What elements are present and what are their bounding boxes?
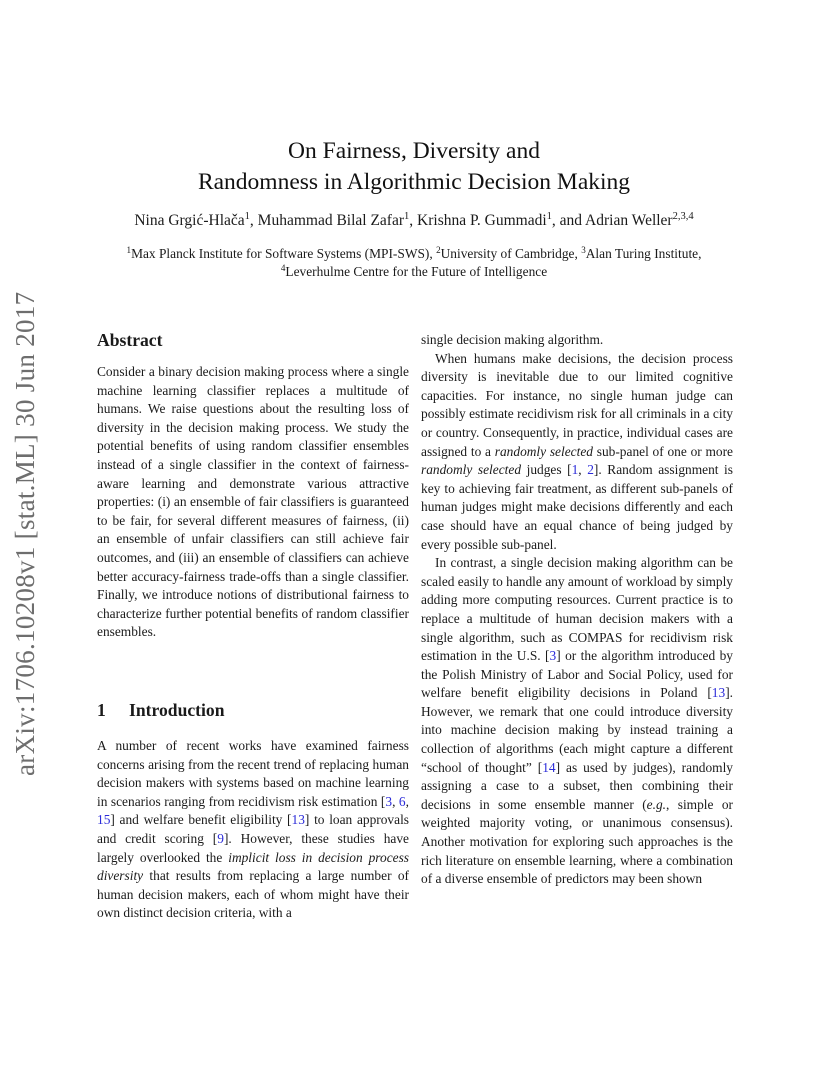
citation-link[interactable]: 2	[587, 462, 594, 478]
citation-link[interactable]: 3	[549, 648, 557, 664]
abstract-paragraph: Consider a binary decision making process where a single machine learning classifier replaces a multitude of humans. We raise questions about the resulting loss of diversity in the decision making process. We study the potential benefits of using random classifier ensembles instead of a single classifier in the context of fairness-aware learning and demonstrate various attractive properties: (i) an ensemble of fair classifiers is guaranteed to be fair, for several different measures of fairness, (ii) an ensemble of unfair classifiers can still achieve fair outcomes, and (iii) an ensemble of classifiers can achieve better accuracy-fairness trade-offs than a single classifier. Finally, we introduce notions of distributional fairness to characterize further potential benefits of random classifier ensembles.	[97, 364, 409, 640]
text-run: ] or the algorithm introduced by the Polish Ministry of Labor and Social Policy, used for welfare benefit eligibility decisions in Poland [	[421, 648, 733, 701]
author-list	[80, 212, 748, 230]
text-run: ]. Random assignment is key to achieving fair treatment, as different sub-panels of human judges might make decisions differently and each case should have an equal chance of being judged by every possible sub-panel.	[421, 462, 733, 552]
text-run: ] and welfare benefit eligibility [	[110, 812, 292, 828]
section-title: Introduction	[129, 700, 225, 720]
affil-text: University of Cambridge,	[440, 246, 582, 261]
citation-link[interactable]: 9	[217, 830, 224, 846]
author-name: , Krishna P. Gummadi	[409, 212, 547, 229]
title-line-1: On Fairness, Diversity and	[288, 138, 540, 164]
affil-text: Alan Turing Institute,	[585, 246, 702, 261]
paper-title	[100, 136, 728, 198]
text-run: A number of recent works have examined fairness concerns arising from the recent trend of replacing human decision makers with systems based on machine learning in scenarios ranging from recidivism risk estimation [	[97, 738, 409, 809]
intro-paragraph-1	[97, 737, 409, 923]
author-affil-mark: 2,3,4	[672, 211, 694, 223]
text-run: In contrast, a single decision making algorithm can be scaled easily to handle any amount of workload by simply adding more computing resources. Current practice is to replace a multitude of human decision makers with a single algorithm, such as COMPAS for recidivism risk estimation in the U.S. [	[421, 555, 734, 664]
continued-text: single decision making algorithm.	[421, 332, 604, 347]
citation-link[interactable]: 14	[542, 759, 556, 775]
author-affil-mark: 1	[546, 211, 552, 223]
citation-link[interactable]: 13	[291, 812, 305, 828]
affiliation-line-1	[80, 245, 748, 263]
text-run: ] as used by judges), randomly assigning a case to a subset, then combining their decisions in some ensemble manner (	[421, 759, 733, 812]
intro-p3	[421, 554, 733, 889]
text-run: When humans make decisions, the decision process diversity is inevitable due to our limited cognitive capacities. For instance, no single human judge can possibly estimate recidivism risk for all criminals in a city or country. Consequently, in practice, individual cases are assigned to a	[421, 350, 733, 459]
abstract-heading: Abstract	[97, 330, 163, 350]
citation-link[interactable]: 1	[571, 462, 579, 478]
arxiv-identifier: arXiv:1706.10208v1 [stat.ML] 30 Jun 2017	[10, 291, 40, 776]
text-run: sub-panel of one or more	[592, 443, 733, 459]
citation-link[interactable]: 3	[385, 793, 393, 809]
affiliations	[80, 245, 748, 280]
section-number: 1	[97, 700, 106, 720]
text-run: ] to loan approvals and credit scoring [	[97, 812, 410, 846]
affil-mark: 4	[280, 262, 286, 273]
text-run: ]. However, we remark that one could introduce diversity into machine decision making by instead training a collection of algorithms (each might capture a different “school of thought” [	[421, 685, 733, 775]
title-line-2: Randomness in Algorithmic Decision Making	[197, 169, 631, 195]
affiliation-line-2	[80, 263, 748, 281]
affil-mark: 1	[126, 245, 132, 255]
author-affil-mark: 1	[404, 211, 410, 223]
citation-link[interactable]: 15	[97, 812, 111, 828]
text-run: judges [	[521, 462, 572, 478]
author-affil-mark: 1	[244, 211, 250, 223]
text-run: ,	[392, 793, 399, 809]
emphasis-text: randomly selected	[421, 462, 522, 478]
author-name: , Muhammad Bilal Zafar	[249, 212, 405, 229]
affil-mark: 2	[436, 245, 441, 255]
intro-heading	[97, 700, 225, 721]
author-name: , and Adrian Weller	[551, 212, 673, 229]
affil-mark: 3	[581, 245, 586, 255]
text-run: that results from replacing a large number of human decision makers, each of whom might have their own distinct decision criteria, with a	[97, 868, 409, 921]
text-run: , simple or weighted majority voting, or unanimous consensus). Another motivation for exploring such approaches is the rich literature on ensemble learning, where a combination of a diverse ensemble of predictors may been shown	[421, 796, 734, 887]
text-run: ,	[578, 462, 588, 478]
intro-p2	[421, 350, 733, 555]
affil-text: Leverhulme Centre for the Future of Intelligence	[285, 263, 548, 279]
emphasis-text: e.g.	[646, 796, 667, 812]
affil-text: Max Planck Institute for Software Systems (MPI-SWS),	[131, 246, 437, 261]
text-run: ]. However, these studies have largely overlooked the	[97, 830, 409, 865]
emphasis-text: randomly selected	[494, 443, 593, 459]
citation-link[interactable]: 13	[711, 685, 726, 701]
abstract-body	[97, 363, 409, 642]
emphasis-text: implicit loss in decision process diversity	[97, 849, 409, 884]
text-run: ,	[405, 793, 409, 809]
intro-p1	[97, 737, 409, 923]
author-name: Nina Grgić-Hlača	[134, 212, 245, 229]
citation-link[interactable]: 6	[398, 793, 406, 809]
right-column	[421, 331, 733, 889]
